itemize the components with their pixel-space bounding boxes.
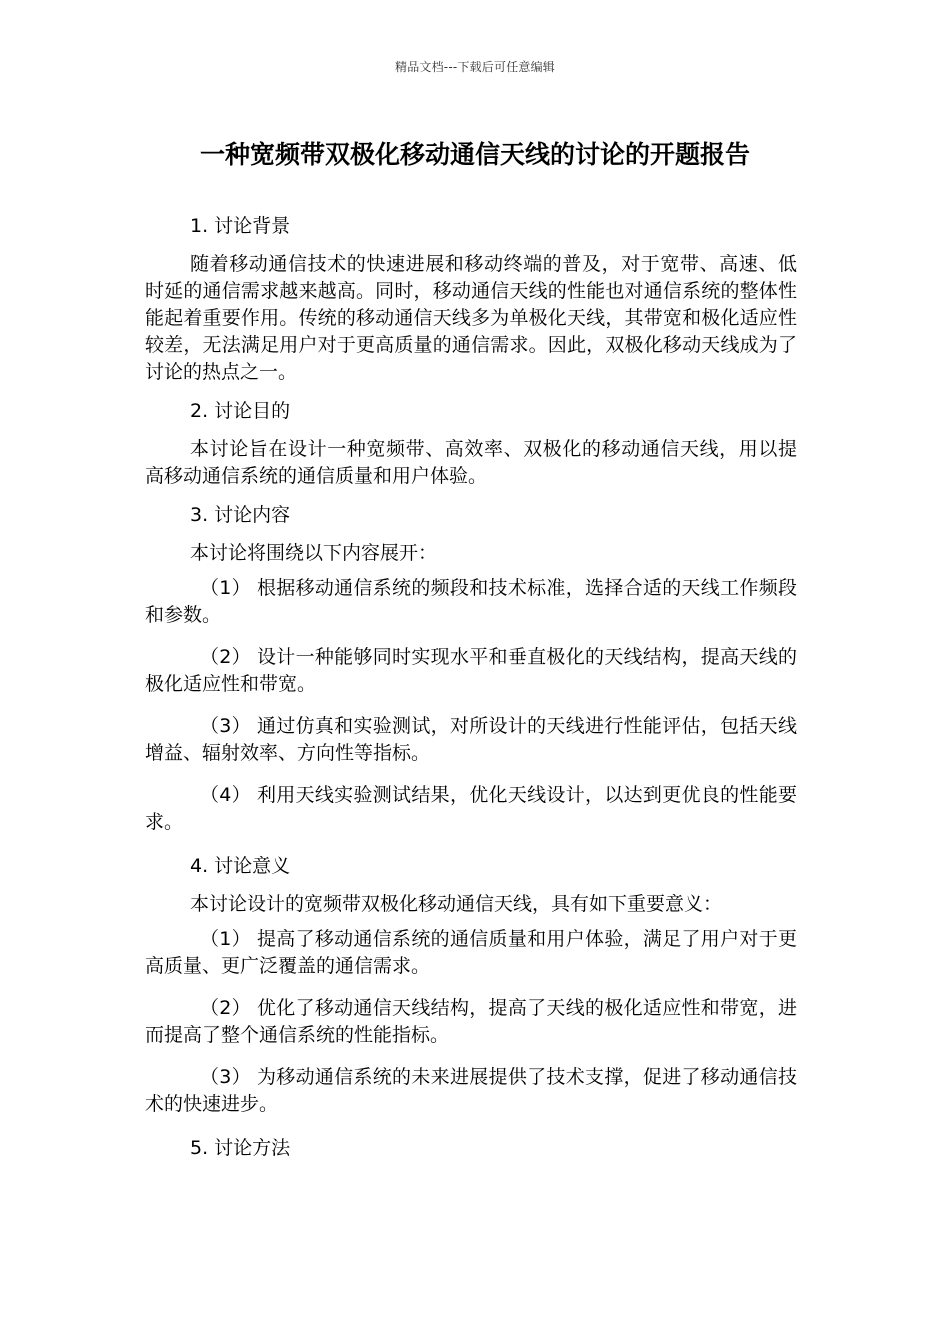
list-item-text: 优化了移动通信天线结构，提高了天线的极化适应性和带宽，进而提高了整个通信系统的性能指标。: [145, 997, 797, 1046]
list-item-number: （1）: [200, 577, 251, 599]
section-paragraph-background: 随着移动通信技术的快速进展和移动终端的普及，对于宽带、高速、低时延的通信需求越来越高。同时，移动通信天线的性能也对通信系统的整体性能起着重要作用。传统的移动通信天线多为单极化天线，其带宽和极化适应性较差，无法满足用户对于更高质量的通信需求。因此，双极化移动天线成为了讨论的热点之一。: [145, 253, 797, 383]
list-item-number: （2）: [200, 646, 251, 668]
list-item-text: 设计一种能够同时实现水平和垂直极化的天线结构，提高天线的极化适应性和带宽。: [145, 646, 797, 695]
section-heading-content: 3. 讨论内容: [190, 504, 291, 526]
list-item: [145, 575, 797, 629]
list-item-text: 为移动通信系统的未来进展提供了技术支撑，促进了移动通信技术的快速进步。: [145, 1066, 797, 1115]
document-title: 一种宽频带双极化移动通信天线的讨论的开题报告: [199, 140, 750, 169]
list-item-text: 通过仿真和实验测试，对所设计的天线进行性能评估，包括天线增益、辐射效率、方向性等指标。: [145, 715, 797, 764]
section-paragraph-purpose: 本讨论旨在设计一种宽频带、高效率、双极化的移动通信天线，用以提高移动通信系统的通信质量和用户体验。: [145, 438, 797, 487]
list-item-number: （4）: [200, 784, 251, 806]
document-body: [145, 211, 797, 1173]
list-item-number: （1）: [200, 928, 251, 950]
section-heading-method: 5. 讨论方法: [190, 1137, 291, 1159]
list-item-text: 根据移动通信系统的频段和技术标准，选择合适的天线工作频段和参数。: [145, 577, 797, 626]
list-item-text: 提高了移动通信系统的通信质量和用户体验，满足了用户对于更高质量、更广泛覆盖的通信需求。: [145, 928, 797, 977]
list-item-number: （3）: [200, 715, 251, 737]
section-heading-background: 1. 讨论背景: [190, 215, 291, 237]
list-item-number: （2）: [200, 997, 251, 1019]
list-item: [145, 1064, 797, 1118]
section-intro-significance: 本讨论设计的宽频带双极化移动通信天线，具有如下重要意义：: [190, 893, 723, 915]
list-item-text: 利用天线实验测试结果，优化天线设计，以达到更优良的性能要求。: [145, 784, 797, 833]
section-intro-content: 本讨论将围绕以下内容展开：: [190, 542, 438, 564]
list-item: [145, 926, 797, 980]
section-heading-significance: 4. 讨论意义: [190, 855, 291, 877]
header-note: 精品文档---下载后可任意编辑: [395, 60, 555, 74]
section-heading-purpose: 2. 讨论目的: [190, 400, 291, 422]
list-item: [145, 782, 797, 836]
list-item-number: （3）: [200, 1066, 251, 1088]
list-item: [145, 713, 797, 767]
list-item: [145, 644, 797, 698]
list-item: [145, 995, 797, 1049]
